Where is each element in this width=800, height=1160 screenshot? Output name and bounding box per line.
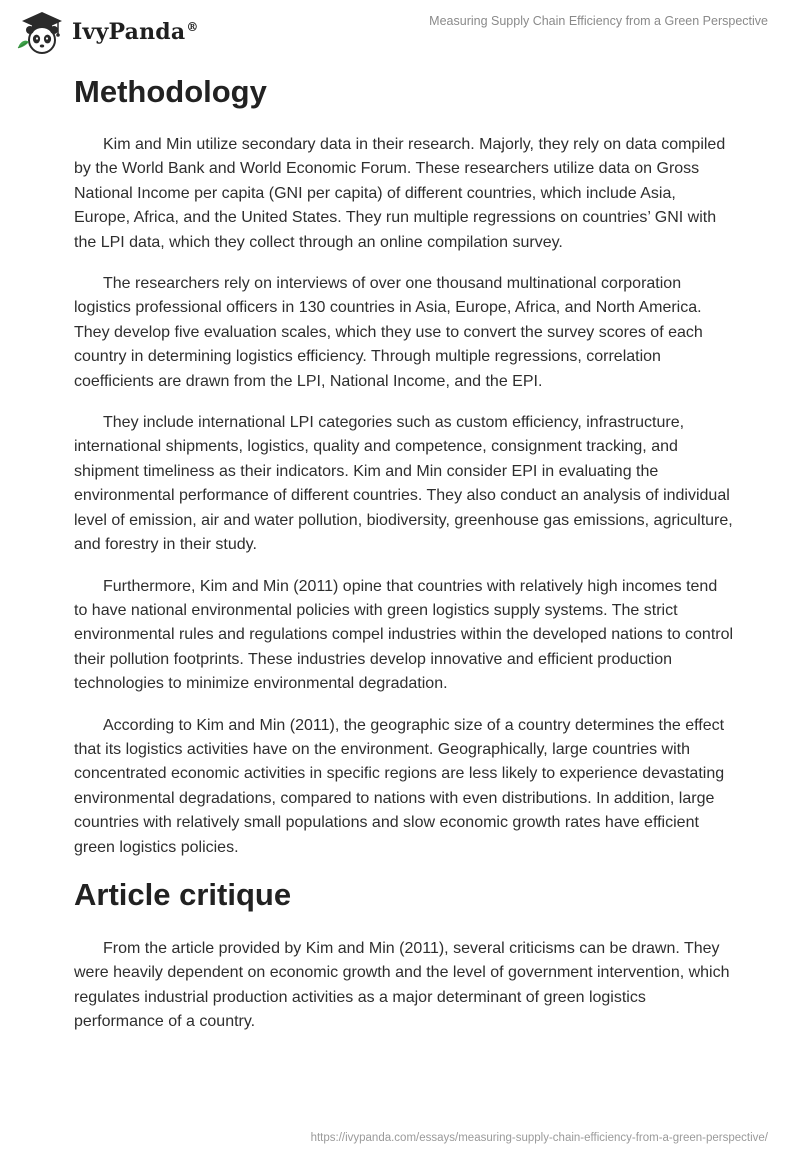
paragraph: Kim and Min utilize secondary data in their research. Majorly, they rely on data compiled by the World Bank and World Economic Forum. These researchers utilize data on Gross National Income per capita (GNI per capita) of different countries, which include Asia, Europe, Africa, and the United States. They run multiple regressions on countries’ GNI with the LPI data, which they collect through an online compilation survey. [74, 136, 726, 251]
page-header [0, 0, 800, 62]
document-title: Measuring Supply Chain Efficiency from a Green Perspective [429, 14, 768, 28]
paragraph: According to Kim and Min (2011), the geographic size of a country determines the effect that its logistics activities have on the environment. Geographically, large countries with concentrated economic activities in specific regions are less likely to experience devastating environmental degradations, compared to nations with even distributions. In addition, large countries with relatively small populations and slow economic growth rates have efficient green logistics policies. [74, 716, 725, 856]
article-body [74, 70, 734, 1035]
section-heading-article-critique: Article critique [74, 876, 292, 912]
paragraph: From the article provided by Kim and Min (2011), several criticisms can be drawn. They were heavily dependent on economic growth and the level of government intervention, which regulates industrial production activities as a major determinant of green logistics performance of a country. [74, 939, 730, 1031]
paragraph: The researchers rely on interviews of over one thousand multinational corporation logistics professional officers in 130 countries in Asia, Europe, Africa, and North America. They develop five evaluation scales, which they use to convert the survey scores of each country in determining logistics efficiency. Through multiple regressions, correlation coefficients are drawn from the LPI, National Income, and the EPI. [74, 275, 703, 390]
paragraph: Furthermore, Kim and Min (2011) opine that countries with relatively high incomes tend to have national environmental policies with green logistics supply systems. The strict environmental rules and regulations compel industries within the developed nations to control their pollution footprints. These industries develop innovative and efficient production technologies to minimize environmental degradation. [74, 577, 734, 693]
paragraph: They include international LPI categories such as custom efficiency, infrastructure, international shipments, logistics, quality and competence, consignment tracking, and shipment timeliness as their indicators. Kim and Min consider EPI in evaluating the environmental performance of different countries. They also conduct an analysis of individual level of emission, air and water pollution, biodiversity, greenhouse gas emissions, agriculture, and forestry in their study. [74, 414, 733, 554]
source-url[interactable]: https://ivypanda.com/essays/measuring-supply-chain-efficiency-from-a-green-perspective/ [310, 1132, 768, 1144]
panda-graduate-icon [14, 8, 70, 56]
brand-name: IvyPanda® [72, 19, 199, 45]
brand-logo[interactable] [14, 8, 199, 56]
registered-mark: ® [186, 19, 199, 34]
section-heading-methodology: Methodology [74, 74, 267, 109]
